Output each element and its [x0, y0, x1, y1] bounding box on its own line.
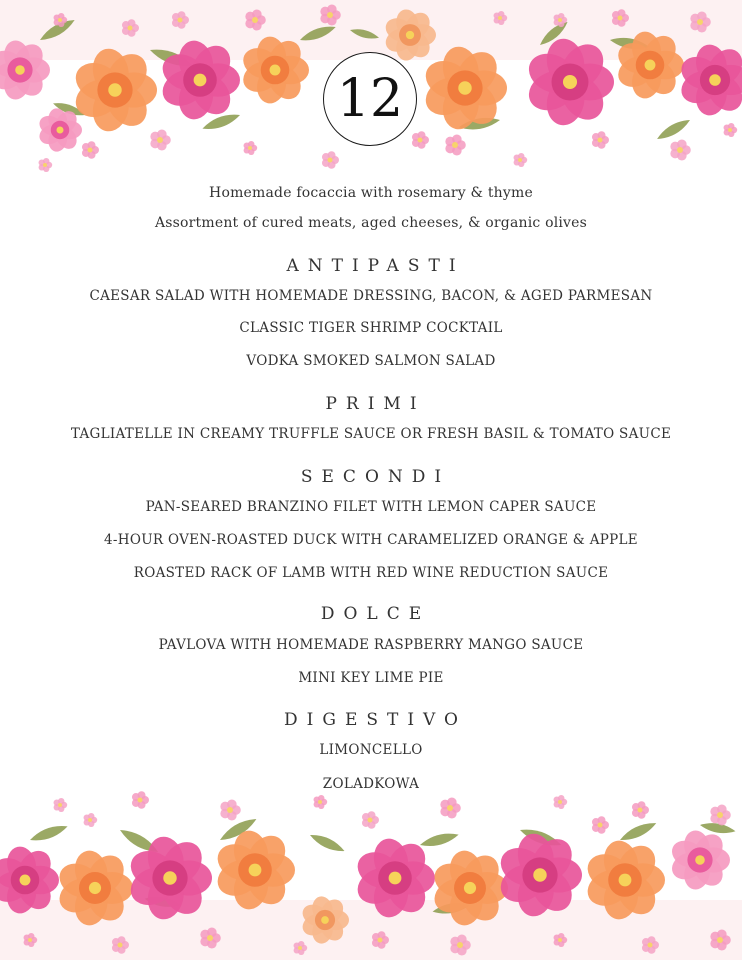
blossom-icon	[514, 153, 528, 167]
leaf-icon	[419, 830, 460, 850]
section-heading-secondi: SECONDI	[300, 467, 451, 487]
blossom-icon	[412, 131, 429, 149]
leaf-icon	[28, 822, 69, 845]
bottom-floral-illustration	[0, 780, 742, 960]
blossom-icon	[132, 791, 149, 809]
blossom-icon	[54, 798, 68, 812]
menu-item: VODKA SMOKED SALMON SALAD	[246, 353, 496, 369]
blossom-icon	[220, 799, 240, 820]
menu-item: ZOLADKOWA	[322, 776, 420, 792]
menu-item: PAVLOVA WITH HOMEMADE RASPBERRY MANGO SAUCE	[158, 637, 584, 653]
blossom-icon	[440, 797, 460, 818]
blossom-icon	[39, 158, 53, 172]
table-number-badge: 12	[323, 52, 417, 146]
blossom-icon	[322, 151, 339, 169]
leaf-icon	[655, 116, 693, 143]
bottom-floral-border	[0, 780, 742, 960]
flower-icon	[668, 828, 730, 892]
menu-item: MINI KEY LIME PIE	[298, 670, 444, 686]
menu-item: ROASTED RACK OF LAMB WITH RED WINE REDUCTION SAUCE	[133, 565, 609, 581]
blossom-icon	[82, 141, 99, 159]
blossom-icon	[244, 141, 258, 155]
intro-line: Assortment of cured meats, aged cheeses, & organic olives	[154, 215, 588, 231]
blossom-icon	[150, 129, 170, 150]
section-heading-primi: PRIMI	[325, 394, 426, 414]
menu-item: CLASSIC TIGER SHRIMP COCKTAIL	[239, 320, 503, 336]
blossom-icon	[724, 123, 738, 137]
blossom-icon	[554, 795, 568, 809]
leaf-icon	[618, 819, 658, 845]
intro-line: Homemade focaccia with rosemary & thyme	[209, 185, 533, 201]
section-heading-dolce: DOLCE	[320, 604, 431, 624]
blossom-icon	[632, 801, 649, 819]
blossom-icon	[710, 804, 730, 825]
menu-item: TAGLIATELLE IN CREAMY TRUFFLE SAUCE OR FRESH BASIL & TOMATO SAUCE	[70, 426, 672, 442]
menu-item: 4-HOUR OVEN-ROASTED DUCK WITH CARAMELIZED ORANGE & APPLE	[104, 532, 638, 548]
leaf-icon	[308, 831, 346, 856]
blossom-icon	[592, 131, 609, 149]
blossom-icon	[592, 816, 609, 834]
blossom-icon	[670, 139, 690, 160]
section-heading-digestivo: DIGESTIVO	[284, 710, 467, 730]
menu-item: CAESAR SALAD WITH HOMEMADE DRESSING, BACON, & AGED PARMESAN	[89, 288, 653, 304]
menu-item: PAN-SEARED BRANZINO FILET WITH LEMON CAPER SAUCE	[145, 499, 597, 515]
blossom-icon	[84, 813, 98, 827]
leaf-icon	[201, 110, 242, 133]
blossom-icon	[445, 134, 465, 155]
blossom-icon	[314, 795, 328, 809]
flower-icon	[212, 827, 295, 912]
menu-item: LIMONCELLO	[319, 742, 423, 758]
section-heading-antipasti: ANTIPASTI	[286, 256, 465, 276]
blossom-icon	[362, 811, 379, 829]
